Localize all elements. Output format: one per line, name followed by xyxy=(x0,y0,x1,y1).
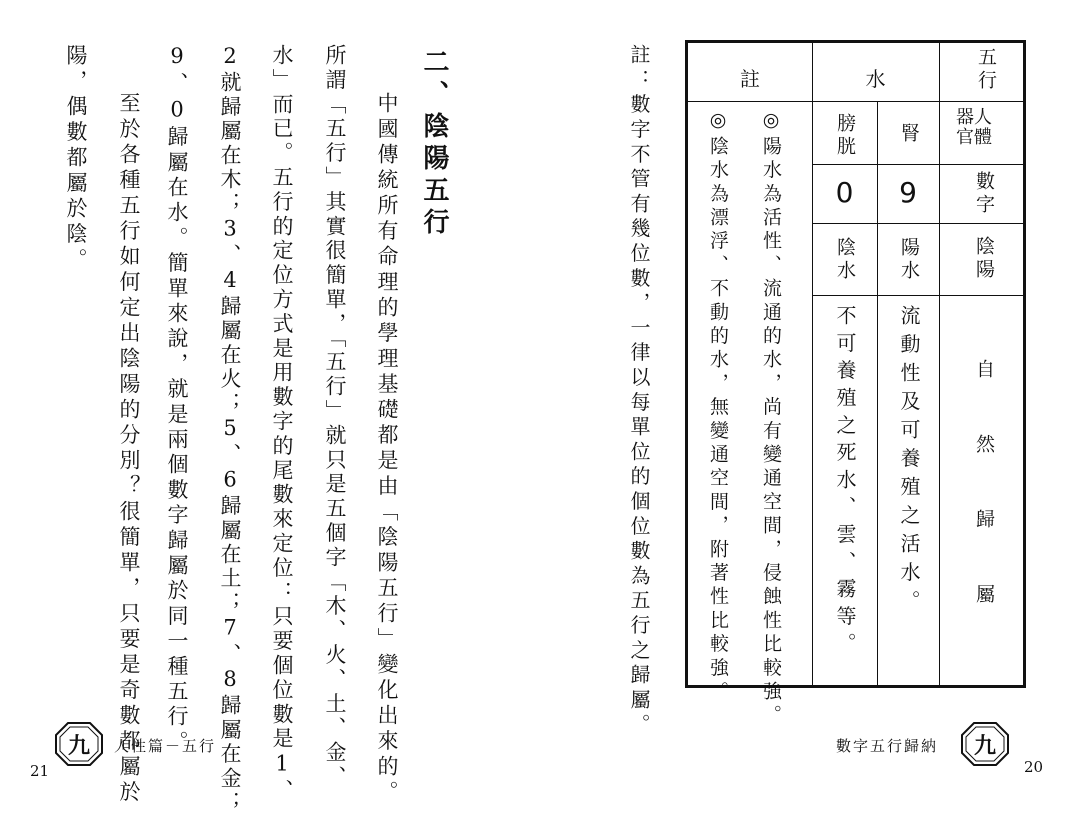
label-yinyang: 陰陽 xyxy=(973,236,995,282)
body-column-1: 中國傳統所有命理的學理基礎都是由「陰陽五行」變化出來的。 xyxy=(375,92,399,806)
header-five-elements: 五行 xyxy=(975,47,997,93)
header-water: 水 xyxy=(865,67,886,91)
label-number: 數字 xyxy=(973,171,995,217)
yin-organ: 膀胱 xyxy=(834,113,856,159)
yin-number: 0 xyxy=(835,176,854,209)
table-footnote: 註：數字不管有幾位數，一律以每單位的個位數為五行之歸屬。 xyxy=(627,44,651,739)
yin-yinyang: 陰水 xyxy=(834,237,856,283)
yang-number: 9 xyxy=(899,176,917,209)
chapter-emblem-icon xyxy=(54,721,104,767)
chapter-emblem-char: 九 xyxy=(67,732,90,759)
note-yang-water: ◎陽水為活性、流通的水，尚有變通空間，侵蝕性比較強。 xyxy=(760,109,782,729)
body-column-5: 9、0歸屬在水。簡單來說，就是兩個數字歸屬於同一種五行。 xyxy=(165,44,189,756)
label-nature: 自然歸屬 xyxy=(973,359,995,659)
five-elements-table xyxy=(685,40,1026,729)
page-number-right: 20 xyxy=(1024,758,1044,776)
section-heading: 二、陰陽五行 xyxy=(419,48,449,240)
chapter-emblem-icon xyxy=(960,721,1010,767)
header-note: 註 xyxy=(740,67,760,91)
yang-nature: 流動性及可養殖之活水。 xyxy=(897,305,921,619)
label-organ: 人體器官 xyxy=(953,107,992,147)
chapter-emblem-char: 九 xyxy=(973,732,996,759)
page-number-left: 21 xyxy=(30,762,50,780)
body-column-4: 2就歸屬在木；3、4歸屬在火；5、6歸屬在土；7、8歸屬在金； xyxy=(218,44,242,815)
note-yin-water: ◎陰水為漂浮、不動的水，無變通空間，附著性比較強。 xyxy=(707,109,729,705)
body-column-3: 水」而已。五行的定位方式是用數字的尾數來定位：只要個位數是1、 xyxy=(270,44,294,804)
body-column-6: 至於各種五行如何定出陰陽的分別？很簡單，只要是奇數都屬於 xyxy=(117,92,141,806)
body-column-2: 所謂「五行」其實很簡單，「五行」就只是五個字「木、火、土、金、 xyxy=(323,44,347,790)
yin-nature: 不可養殖之死水、雲、霧等。 xyxy=(833,305,857,660)
body-column-7: 陽，偶數都屬於陰。 xyxy=(64,44,88,274)
footer-chapter-title: 人性篇－五行 xyxy=(114,737,217,755)
yang-organ: 腎 xyxy=(898,123,920,146)
yang-yinyang: 陽水 xyxy=(898,237,920,283)
footer-section-title: 數字五行歸納 xyxy=(836,737,939,755)
